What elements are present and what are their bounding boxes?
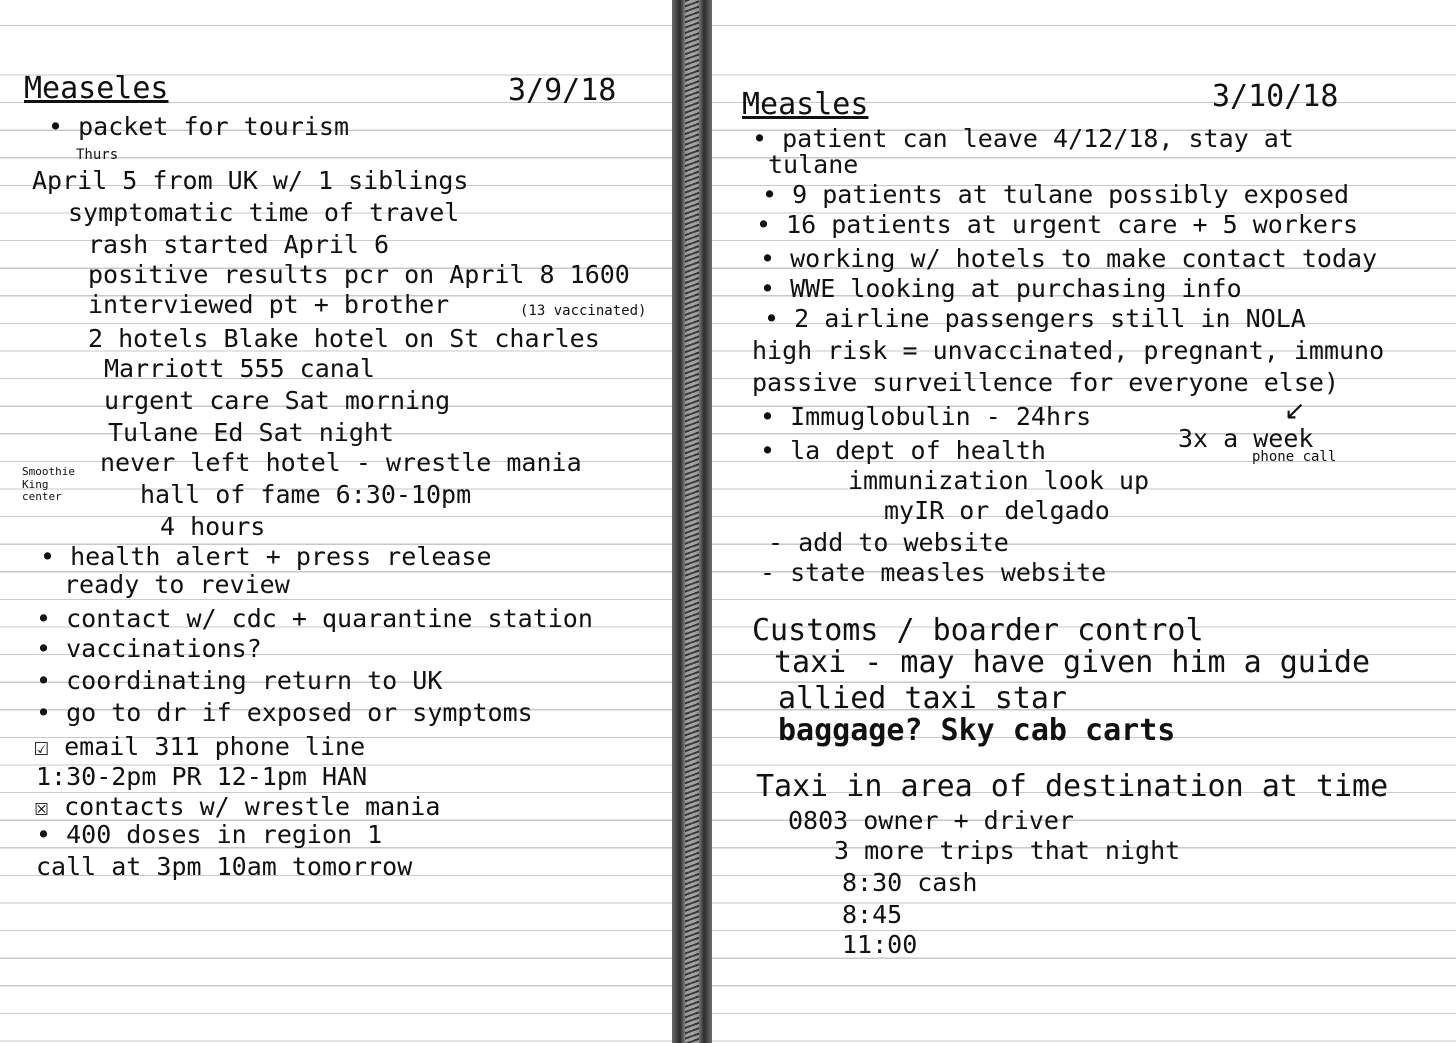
- note-line: • health alert + press release: [40, 542, 492, 571]
- note-line: Marriott 555 canal: [104, 354, 375, 383]
- note-line: • Immuglobulin - 24hrs: [760, 402, 1092, 431]
- note-line: • working w/ hotels to make contact today: [760, 244, 1378, 273]
- spine-stitching: [685, 0, 699, 1043]
- note-line: • WWE looking at purchasing info: [760, 274, 1242, 303]
- note-line: Thurs: [76, 147, 119, 163]
- right-page-date: 3/10/18: [1212, 79, 1339, 114]
- note-line: myIR or delgado: [884, 496, 1110, 525]
- note-line: 2 hotels Blake hotel on St charles: [88, 324, 600, 353]
- note-line: allied taxi star: [778, 681, 1067, 716]
- note-line: - add to website: [768, 528, 1009, 557]
- note-line: symptomatic time of travel: [68, 198, 460, 227]
- note-line: • coordinating return to UK: [36, 666, 443, 695]
- note-line: 1:30-2pm PR 12-1pm HAN: [36, 762, 368, 791]
- note-line: hall of fame 6:30-10pm: [140, 480, 472, 509]
- note-line: 4 hours: [160, 512, 266, 541]
- note-line: • 16 patients at urgent care + 5 workers: [756, 210, 1359, 239]
- note-line: 3 more trips that night: [834, 836, 1181, 865]
- note-line: • 400 doses in region 1: [36, 820, 383, 849]
- note-line: ready to review: [64, 570, 290, 599]
- note-line: positive results pcr on April 8 1600: [88, 260, 630, 289]
- note-line: ☑ email 311 phone line: [34, 732, 366, 761]
- note-line: 11:00: [842, 930, 918, 959]
- note-line: • packet for tourism: [48, 112, 350, 141]
- note-line: phone call: [1252, 449, 1337, 465]
- note-line: interviewed pt + brother: [88, 290, 450, 319]
- note-line: 0803 owner + driver: [788, 806, 1074, 835]
- note-line: passive surveillence for everyone else): [752, 368, 1339, 397]
- note-line: • go to dr if exposed or symptoms: [36, 698, 533, 727]
- note-line: 3x a week: [1178, 424, 1314, 453]
- note-line: urgent care Sat morning: [104, 386, 451, 415]
- note-line: • 2 airline passengers still in NOLA: [764, 304, 1306, 333]
- note-line: taxi - may have given him a guide: [774, 645, 1371, 680]
- note-margin: Smoothie King center: [22, 465, 75, 504]
- note-heading: Customs / boarder control: [752, 613, 1204, 648]
- note-line: • 9 patients at tulane possibly exposed: [762, 180, 1349, 209]
- note-line: • vaccinations?: [36, 634, 262, 663]
- note-line: baggage? Sky cab carts: [778, 713, 1176, 748]
- note-line: ☒ contacts w/ wrestle mania: [34, 792, 441, 821]
- note-line: April 5 from UK w/ 1 siblings: [32, 166, 469, 195]
- left-page: [0, 0, 672, 1043]
- note-line: never left hotel - wrestle mania: [100, 448, 582, 477]
- note-line: • patient can leave 4/12/18, stay at: [752, 124, 1294, 153]
- note-line: 8:45: [842, 900, 903, 929]
- note-line: (13 vaccinated): [520, 303, 647, 319]
- note-line: Tulane Ed Sat night: [108, 418, 394, 447]
- note-line: - state measles website: [760, 558, 1107, 587]
- note-line: high risk = unvaccinated, pregnant, immuno: [752, 336, 1385, 365]
- note-line: call at 3pm 10am tomorrow: [36, 852, 413, 881]
- left-page-date: 3/9/18: [508, 73, 617, 108]
- note-line: • contact w/ cdc + quarantine station: [36, 604, 593, 633]
- note-line: • la dept of health: [760, 436, 1046, 465]
- note-line: immunization look up: [848, 466, 1150, 495]
- arrow-icon: ↙: [1284, 396, 1306, 426]
- note-line: tulane: [768, 150, 859, 179]
- note-line: 8:30 cash: [842, 868, 978, 897]
- right-page: [712, 0, 1456, 1043]
- left-page-title: Measeles: [24, 71, 169, 106]
- right-page-title: Measles: [742, 87, 869, 122]
- note-line: Taxi in area of destination at time: [756, 769, 1389, 804]
- note-line: rash started April 6: [88, 230, 390, 259]
